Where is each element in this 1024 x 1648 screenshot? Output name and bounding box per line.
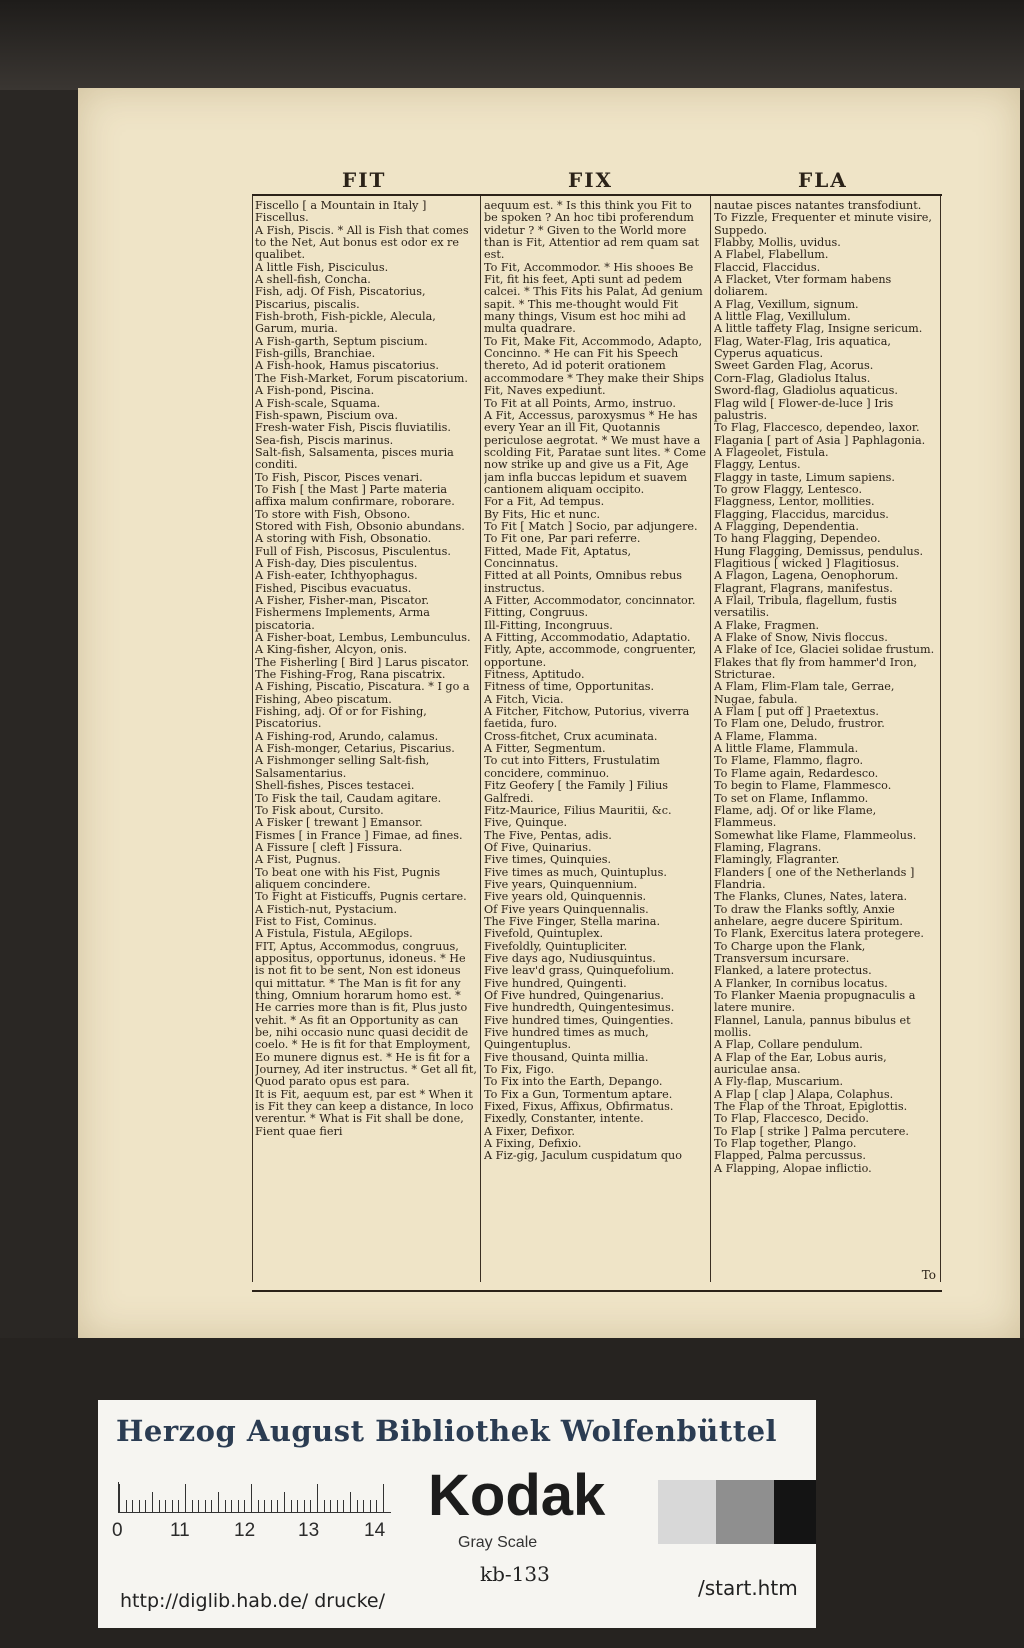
dictionary-entry: To beat one with his Fist, Pugnis aliquem concindere. <box>255 865 441 891</box>
dictionary-entry: To Fish [ the Mast ] Parte materia affixa malum confirmare, roborare. <box>255 482 455 509</box>
dictionary-entry: A Fiz-gig, Jaculum cuspidatum quo <box>484 1149 682 1163</box>
text-frame <box>252 168 942 1310</box>
bottom-rule <box>252 1290 942 1292</box>
scan-background <box>0 0 1024 90</box>
dictionary-entry: Fished, Piscibus evacuatus. <box>255 581 412 595</box>
dictionary-entry: Sweet Garden Flag, Acorus. <box>714 359 874 373</box>
ruler-numbers <box>112 1520 402 1544</box>
ruler-tick <box>370 1500 371 1512</box>
dictionary-entry: A Flagging, Dependentia. <box>714 519 859 533</box>
dictionary-entry: It is Fit, aequum est, par est * When it is Fit they can keep a distance, In loco verentur. * What is Fit shall be done, Fient quae fieri <box>255 1087 474 1138</box>
dictionary-entry: Five years, Quinquennium. <box>484 877 638 891</box>
dictionary-entry: A Fish-hook, Hamus piscatorius. <box>255 359 439 373</box>
dictionary-entry: To hang Flagging, Dependeo. <box>714 532 881 546</box>
dictionary-entry: Five hundredth, Quingentesimus. <box>484 1001 675 1015</box>
dictionary-entry: A Flageolet, Fistula. <box>714 445 829 459</box>
ruler-tick <box>310 1500 311 1512</box>
dictionary-entry: A Flail, Tribula, flagellum, fustis versatilis. <box>714 594 897 620</box>
dictionary-entry: To Fizzle, Frequenter et minute visire, Suppedo. <box>714 211 932 237</box>
dictionary-entry: Flag, Water-Flag, Iris aquatica, Cyperus aquaticus. <box>714 334 891 361</box>
dictionary-entry: The Flanks, Clunes, Nates, latera. <box>714 890 908 904</box>
dictionary-entry: A Fishing, Piscatio, Piscatura. * I go a Fishing, Abeo piscatum. <box>255 680 470 706</box>
dictionary-entry: Flaccid, Flaccidus. <box>714 260 821 274</box>
book-page <box>78 88 1020 1338</box>
dictionary-entry: To Fit, Make Fit, Accommodo, Adapto, Concinno. * He can Fit his Speech thereto, Ad id poterit orationem accommodare * They make their Ships Fit, Naves expediunt. <box>484 334 704 398</box>
dictionary-entry: To Flap [ strike ] Palma percutere. <box>714 1124 909 1138</box>
dictionary-entry: A Fish-scale, Squama. <box>255 396 381 410</box>
dictionary-entry: Fishing, adj. Of or for Fishing, Piscatorius. <box>255 705 427 731</box>
ruler-tick <box>185 1484 186 1512</box>
ruler-tick <box>152 1492 153 1512</box>
dictionary-entry: Fitting, Congruus. <box>484 606 589 620</box>
ruler-tick <box>205 1500 206 1512</box>
column-rule <box>480 196 481 1282</box>
dictionary-entry: A Fist, Pugnus. <box>255 853 341 867</box>
dictionary-entry: Five leav'd grass, Quinquefolium. <box>484 964 675 978</box>
catchword: To <box>921 1268 936 1282</box>
dictionary-entry: To cut into Fitters, Frustulatim concidere, comminuo. <box>484 754 660 780</box>
dictionary-entry: Five times as much, Quintuplus. <box>484 865 667 879</box>
dictionary-entry: A Flam, Flim-Flam tale, Gerrae, Nugae, fabula. <box>714 680 895 706</box>
ruler-tick <box>297 1500 298 1512</box>
dictionary-entry: A Flag, Vexillum, signum. <box>714 297 859 311</box>
dictionary-entry: To Flank, Exercitus latera protegere. <box>714 927 924 941</box>
dictionary-entry: Flagging, Flaccidus, marcidus. <box>714 507 889 521</box>
ruler-tick <box>264 1500 265 1512</box>
ruler-tick <box>244 1500 245 1512</box>
library-url: http://diglib.hab.de/ drucke/ <box>120 1590 386 1612</box>
dictionary-entry: To Fix a Gun, Tormentum aptare. <box>484 1087 673 1101</box>
gray-patch-light <box>658 1480 716 1544</box>
ruler-tick <box>343 1500 344 1512</box>
dictionary-entry: Flagitious [ wicked ] Flagitiosus. <box>714 556 900 570</box>
ruler-tick <box>238 1500 239 1512</box>
dictionary-entry: Five hundred times as much, Quingentuplus. <box>484 1026 649 1052</box>
dictionary-entry: A Fitter, Segmentum. <box>484 742 606 756</box>
dictionary-entry: Fish-gills, Branchiae. <box>255 347 376 361</box>
dictionary-entry: To set on Flame, Inflammo. <box>714 791 869 805</box>
dictionary-entry: The Flap of the Throat, Epiglottis. <box>714 1100 908 1114</box>
dictionary-entry: Fish, adj. Of Fish, Piscatorius, Piscarius, piscalis. <box>255 285 426 311</box>
dictionary-entry: A Fish, Piscis. * All is Fish that comes to the Net, Aut bonus est odor ex re qualibet. <box>255 223 469 262</box>
header-fla: FLA <box>798 168 848 192</box>
dictionary-entry: A Fish-pond, Piscina. <box>255 384 375 398</box>
dictionary-entry: Fitz-Maurice, Filius Mauritii, &c. <box>484 803 672 817</box>
ruler-number: 0 <box>112 1520 123 1541</box>
dictionary-entry: Fitz Geofery [ the Family ] Filius Galfredi. <box>484 779 669 805</box>
dictionary-entry: Somewhat like Flame, Flammeolus. <box>714 828 917 842</box>
dictionary-entry: To Fisk the tail, Caudam agitare. <box>255 791 442 805</box>
dictionary-entry: The Fishing-Frog, Rana piscatrix. <box>255 668 446 682</box>
library-name: Herzog August Bibliothek Wolfenbüttel <box>116 1414 778 1448</box>
dictionary-entry: A Flam [ put off ] Praetextus. <box>714 705 879 719</box>
dictionary-entry: A Fish-day, Dies pisculentus. <box>255 556 418 570</box>
dictionary-entry: Flabby, Mollis, uvidus. <box>714 236 841 250</box>
dictionary-entry: To Flame, Flammo, flagro. <box>714 754 864 768</box>
dictionary-entry: To Charge upon the Flank, Transversum incursare. <box>714 939 866 965</box>
dictionary-entry: Salt-fish, Salsamenta, pisces muria conditi. <box>255 445 454 472</box>
dictionary-entry: Stored with Fish, Obsonio abundans. <box>255 519 465 533</box>
dictionary-entry: A shell-fish, Concha. <box>255 273 371 287</box>
dictionary-entry: Five hundred times, Quingenties. <box>484 1013 674 1027</box>
ruler-tick <box>198 1500 199 1512</box>
dictionary-entry: A Flake of Ice, Glaciei solidae frustum. <box>714 643 935 657</box>
dictionary-entry: To Flame again, Redardesco. <box>714 766 879 780</box>
dictionary-entry: Fresh-water Fish, Piscis fluviatilis. <box>255 421 451 435</box>
dictionary-entry: A Fixer, Defixor. <box>484 1124 575 1138</box>
ruler-tick <box>165 1500 166 1512</box>
dictionary-entry: Of Five, Quinarius. <box>484 840 592 854</box>
ruler-tick <box>376 1500 377 1512</box>
dictionary-entry: Fixed, Fixus, Affixus, Obfirmatus. <box>484 1100 674 1114</box>
dictionary-entry: A Fish-garth, Septum piscium. <box>255 334 428 348</box>
dictionary-entry: Five thousand, Quinta millia. <box>484 1050 649 1064</box>
dictionary-entry: Fitted, Made Fit, Aptatus, Concinnatus. <box>484 544 632 570</box>
dictionary-entry: To Fix into the Earth, Depango. <box>484 1075 663 1089</box>
dictionary-entry: Flaming, Flagrans. <box>714 840 822 854</box>
dictionary-entry: A Fishmonger selling Salt-fish, Salsamentarius. <box>255 754 430 780</box>
dictionary-entry: Flagania [ part of Asia ] Paphlagonia. <box>714 433 926 447</box>
dictionary-entry: A Flacket, Vter formam habens doliarem. <box>714 273 892 299</box>
dictionary-entry: nautae pisces natantes transfodiunt. <box>714 200 922 212</box>
dictionary-entry: To store with Fish, Obsono. <box>255 507 411 521</box>
dictionary-entry: Flannel, Lanula, pannus bibulus et mollis. <box>714 1013 911 1040</box>
dictionary-entry: Flamingly, Flagranter. <box>714 853 840 867</box>
ruler-tick <box>126 1500 127 1512</box>
dictionary-entry: Five times, Quinquies. <box>484 853 612 867</box>
dictionary-entry: Of Five hundred, Quingenarius. <box>484 989 664 1002</box>
dictionary-entry: Sea-fish, Piscis marinus. <box>255 433 394 447</box>
ruler-tick <box>337 1500 338 1512</box>
dictionary-entry: FIT, Aptus, Accommodus, congruus, appositus, opportunus, idoneus. * He is not fit to be sent, Non est idoneus qui mittatur. * The Man is fit for any thing, Omnium horarum homo est. * He carries more than is fit, Plus justo vehit. * As fit an Opportunity as can be, nihi occasio nunc quasi decidit de coelo. * He is fit for that Employment, Eo munere dignus est. * He is fit for a Journey, Ad iter instructus. * Get all fit, Quod parato opus est para. <box>255 939 477 1089</box>
dictionary-entry: Fish-spawn, Piscium ova. <box>255 408 398 422</box>
ruler-tick <box>132 1500 133 1512</box>
dictionary-entry: Flagrant, Flagrans, manifestus. <box>714 581 893 595</box>
dictionary-entry: Flaggy in taste, Limum sapiens. <box>714 470 895 484</box>
ruler-tick <box>284 1492 285 1512</box>
running-headers <box>252 168 942 196</box>
gray-patch-mid <box>716 1480 774 1544</box>
dictionary-entry: A little Flame, Flammula. <box>714 742 859 756</box>
dictionary-entry: A Fly-flap, Muscarium. <box>714 1075 844 1089</box>
dictionary-entry: A Fish-monger, Cetarius, Piscarius. <box>255 742 455 756</box>
dictionary-entry: Five hundred, Quingenti. <box>484 976 627 990</box>
dictionary-entry: A Flap of the Ear, Lobus auris, auriculae ansa. <box>714 1050 887 1077</box>
dictionary-entry: A Fissure [ cleft ] Fissura. <box>255 840 403 854</box>
dictionary-entry: A little Flag, Vexillulum. <box>714 310 851 324</box>
dictionary-entry: The Fish-Market, Forum piscatorium. <box>255 371 468 385</box>
dictionary-entry: A Fitter, Accommodator, concinnator. <box>484 594 696 607</box>
dictionary-entry: The Fisherling [ Bird ] Larus piscator. <box>255 655 470 669</box>
dictionary-entry: Flapped, Palma percussus. <box>714 1149 866 1163</box>
ruler-tick <box>350 1492 351 1512</box>
dictionary-entry: To draw the Flanks softly, Anxie anhelare, aegre ducere Spiritum. <box>714 902 903 928</box>
dictionary-entry: To Fish, Piscor, Pisces venari. <box>255 470 423 484</box>
dictionary-entry: To Fit at all Points, Armo, instruo. <box>484 396 676 410</box>
dictionary-entry: The Five Finger, Stella marina. <box>484 914 661 928</box>
dictionary-entry: To begin to Flame, Flammesco. <box>714 779 892 793</box>
dictionary-entry: Flag wild [ Flower-de-luce ] Iris palustris. <box>714 396 894 422</box>
ruler-tick <box>159 1500 160 1512</box>
ruler-number: 13 <box>298 1520 320 1541</box>
ruler-number: 14 <box>364 1520 386 1541</box>
ruler-tick <box>357 1500 358 1512</box>
dictionary-entry: Fist to Fist, Cominus. <box>255 914 377 928</box>
dictionary-entry: A Fitting, Accommodatio, Adaptatio. <box>484 631 691 645</box>
ruler-tick <box>178 1500 179 1512</box>
ruler-tick <box>324 1500 325 1512</box>
dictionary-entry: Fixedly, Constanter, intente. <box>484 1112 644 1126</box>
dictionary-entry: A Fitcher, Fitchow, Putorius, viverra faetida, furo. <box>484 705 690 731</box>
ruler-tick <box>119 1484 120 1512</box>
dictionary-entry: A little taffety Flag, Insigne sericum. <box>714 322 923 336</box>
ruler-tick <box>258 1500 259 1512</box>
start-path: /start.htm <box>698 1576 798 1600</box>
ruler-tick <box>139 1500 140 1512</box>
dictionary-entry: A Flap, Collare pendulum. <box>714 1038 863 1052</box>
ruler-tick <box>304 1500 305 1512</box>
dictionary-entry: A Flanker, In cornibus locatus. <box>714 976 888 990</box>
ruler-tick <box>211 1500 212 1512</box>
ruler-tick <box>277 1500 278 1512</box>
column-fit <box>255 200 477 1280</box>
ruler-tick <box>225 1500 226 1512</box>
dictionary-entry: A Flapping, Alopae inflictio. <box>714 1161 872 1175</box>
dictionary-entry: Five days ago, Nudiusquintus. <box>484 951 656 965</box>
dictionary-entry: A Fishing-rod, Arundo, calamus. <box>255 729 439 743</box>
dictionary-entry: A Flame, Flamma. <box>714 729 818 743</box>
dictionary-entry: Fish-broth, Fish-pickle, Alecula, Garum, muria. <box>255 310 436 336</box>
ruler-tick <box>317 1484 318 1512</box>
ruler-tick <box>172 1500 173 1512</box>
dictionary-entry: Hung Flagging, Demissus, pendulus. <box>714 544 924 558</box>
dictionary-entry: Fishermens Implements, Arma piscatoria. <box>255 606 430 632</box>
column-rule <box>710 196 711 1282</box>
ruler-tick <box>231 1500 232 1512</box>
dictionary-entry: To Flag, Flaccesco, dependeo, laxor. <box>714 421 920 435</box>
ruler-tick <box>271 1500 272 1512</box>
dictionary-entry: aequum est. * Is this think you Fit to be spoken ? An hoc tibi proferendum videtur ? * Given to the World more than is Fit, Attentior ad rem quam sat est. <box>484 200 699 262</box>
dictionary-entry: Shell-fishes, Pisces testacei. <box>255 779 415 793</box>
gray-patch-dark <box>774 1480 816 1544</box>
dictionary-entry: To Flap together, Plango. <box>714 1137 857 1151</box>
dictionary-entry: Fismes [ in France ] Fimae, ad fines. <box>255 828 463 842</box>
dictionary-entry: A Fixing, Defixio. <box>484 1137 582 1151</box>
dictionary-entry: Flanders [ one of the Netherlands ] Flandria. <box>714 865 915 891</box>
color-target-card <box>98 1400 816 1628</box>
dictionary-entry: For a Fit, Ad tempus. <box>484 495 605 509</box>
dictionary-entry: A Flake of Snow, Nivis floccus. <box>714 631 888 645</box>
dictionary-entry: To Fit [ Match ] Socio, par adjungere. <box>484 519 698 533</box>
column-rule <box>940 196 941 1282</box>
dictionary-entry: A Fistich-nut, Pystacium. <box>255 902 398 916</box>
ruler-tick <box>192 1500 193 1512</box>
shelf-code: kb-133 <box>480 1562 550 1586</box>
dictionary-entry: Fiscello [ a Mountain in Italy ] Fiscellus. <box>255 200 427 225</box>
dictionary-entry: Flame, adj. Of or like Flame, Flammeus. <box>714 803 877 830</box>
ruler <box>118 1482 391 1513</box>
dictionary-entry: Cross-fitchet, Crux acuminata. <box>484 729 658 743</box>
ruler-tick <box>145 1500 146 1512</box>
dictionary-entry: By Fits, Hic et nunc. <box>484 507 601 521</box>
ruler-tick <box>383 1484 384 1512</box>
dictionary-entry: A Fistula, Fistula, AEgilops. <box>255 927 413 941</box>
header-fix: FIX <box>568 168 614 192</box>
dictionary-entry: The Five, Pentas, adis. <box>484 828 612 842</box>
dictionary-entry: Flaggness, Lentor, mollities. <box>714 495 875 509</box>
dictionary-entry: A Fish-eater, Ichthyophagus. <box>255 569 418 583</box>
dictionary-entry: To Flam one, Deludo, frustror. <box>714 717 885 731</box>
header-fit: FIT <box>342 168 387 192</box>
dictionary-entry: To Fit, Accommodor. * His shooes Be Fit, fit his feet, Apti sunt ad pedem calcei. * This Fits his Palat, Ad genium sapit. * This me-thought would Fit many things, Visum est hoc mihi ad multa quadrare. <box>484 260 703 336</box>
dictionary-entry: Fitness, Aptitudo. <box>484 668 585 682</box>
dictionary-entry: A little Fish, Pisciculus. <box>255 260 389 274</box>
ruler-tick <box>291 1500 292 1512</box>
dictionary-entry: To Flap, Flaccesco, Decido. <box>714 1112 869 1126</box>
ruler-number: 12 <box>234 1520 256 1541</box>
dictionary-entry: To Flanker Maenia propugnaculis a latere munire. <box>714 989 916 1015</box>
dictionary-entry: Corn-Flag, Gladiolus Italus. <box>714 371 871 385</box>
dictionary-entry: Five years old, Quinquennis. <box>484 890 647 904</box>
dictionary-entry: Fitly, Apte, accommode, congruenter, opportune. <box>484 643 697 669</box>
dictionary-entry: A Fisker [ trewant ] Emansor. <box>255 816 423 830</box>
dictionary-entry: Sword-flag, Gladiolus aquaticus. <box>714 384 898 398</box>
column-fix <box>484 200 706 1280</box>
dictionary-entry: Five, Quinque. <box>484 816 568 830</box>
ruler-tick <box>251 1484 252 1512</box>
dictionary-entry: To grow Flaggy, Lentesco. <box>714 482 863 496</box>
dictionary-entry: A King-fisher, Alcyon, onis. <box>255 643 408 657</box>
dictionary-entry: A Fisher, Fisher-man, Piscator. <box>255 594 430 607</box>
dictionary-entry: A Flake, Fragmen. <box>714 618 820 632</box>
column-rule <box>252 196 253 1282</box>
ruler-number: 11 <box>170 1520 190 1541</box>
dictionary-entry: A Fisher-boat, Lembus, Lembunculus. <box>255 631 471 645</box>
dictionary-entry: Flanked, a latere protectus. <box>714 964 872 978</box>
dictionary-entry: Of Five years Quinquennalis. <box>484 902 649 916</box>
ruler-tick <box>363 1500 364 1512</box>
dictionary-entry: A Flap [ clap ] Alapa, Colaphus. <box>714 1087 894 1101</box>
ruler-tick <box>218 1492 219 1512</box>
dictionary-entry: Fitness of time, Opportunitas. <box>484 680 655 694</box>
dictionary-entry: A Flabel, Flabellum. <box>714 248 829 262</box>
dictionary-entry: Fivefoldly, Quintupliciter. <box>484 939 628 953</box>
kodak-logo: Kodak <box>428 1463 606 1528</box>
dictionary-entry: A Fit, Accessus, paroxysmus * He has every Year an ill Fit, Quotannis periculose aegrotat. * We must have a scolding Fit, Paratae sunt lites. * Come now strike up and give us a Fit, Age jam infla buccas lepidum et suavem cantionem aliquam occipito. <box>484 408 706 496</box>
column-fla <box>714 200 936 1280</box>
dictionary-entry: Ill-Fitting, Incongruus. <box>484 618 613 632</box>
dictionary-entry: Flaggy, Lentus. <box>714 458 801 472</box>
gray-scale-label: Gray Scale <box>458 1534 538 1551</box>
dictionary-entry: To Fix, Figo. <box>484 1063 555 1077</box>
dictionary-entry: To Fit one, Par pari referre. <box>484 532 641 546</box>
dictionary-entry: To Fight at Fisticuffs, Pugnis certare. <box>255 890 467 904</box>
dictionary-entry: Fitted at all Points, Omnibus rebus instructus. <box>484 569 683 595</box>
dictionary-entry: To Fisk about, Cursito. <box>255 803 384 817</box>
dictionary-entry: Full of Fish, Piscosus, Pisculentus. <box>255 544 451 558</box>
dictionary-entry: Flakes that fly from hammer'd Iron, Stricturae. <box>714 655 917 682</box>
dictionary-entry: A storing with Fish, Obsonatio. <box>255 532 432 546</box>
dictionary-entry: A Flagon, Lagena, Oenophorum. <box>714 569 899 583</box>
dictionary-entry: A Fitch, Vicia. <box>484 692 564 706</box>
dictionary-entry: Fivefold, Quintuplex. <box>484 927 604 941</box>
ruler-tick <box>330 1500 331 1512</box>
